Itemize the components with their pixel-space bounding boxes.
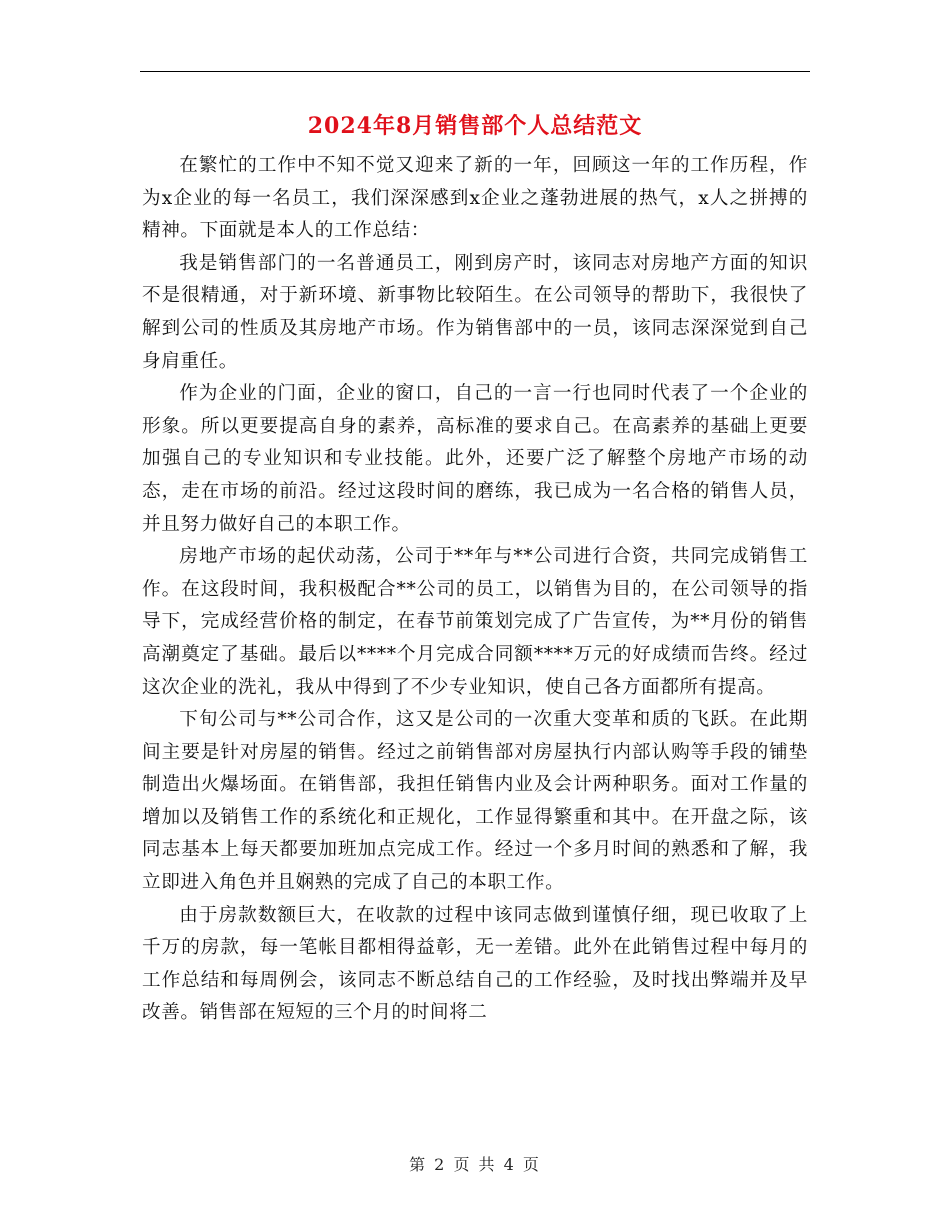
- paragraph-5: 下旬公司与**公司合作，这又是公司的一次重大变革和质的飞跃。在此期间主要是针对房屋的销售。经过之前销售部对房屋执行内部认购等手段的铺垫制造出火爆场面。在销售部，我担任销售内业及会计两种职务。面对工作量的增加以及销售工作的系统化和正规化，工作显得繁重和其中。在开盘之际，该同志基本上每天都要加班加点完成工作。经过一个多月时间的熟悉和了解，我立即进入角色并且娴熟的完成了自己的本职工作。: [142, 709, 808, 894]
- paragraph-3: 作为企业的门面，企业的窗口，自己的一言一行也同时代表了一个企业的形象。所以更要提高自身的素养，高标准的要求自己。在高素养的基础上更要加强自己的专业知识和专业技能。此外，还要广泛了解整个房地产市场的动态，走在市场的前沿。经过这段时间的磨练，我已成为一名合格的销售人员，并且努力做好自己的本职工作。: [142, 383, 808, 535]
- header-rule: [140, 71, 810, 72]
- paragraph-1: 在繁忙的工作中不知不觉又迎来了新的一年，回顾这一年的工作历程，作为x企业的每一名员工，我们深深感到x企业之蓬勃进展的热气，x人之拼搏的精神。下面就是本人的工作总结：: [142, 155, 808, 242]
- paragraph-4: 房地产市场的起伏动荡，公司于**年与**公司进行合资，共同完成销售工作。在这段时间，我积极配合**公司的员工，以销售为目的，在公司领导的指导下，完成经营价格的制定，在春节前策划完成了广告宣传，为**月份的销售高潮奠定了基础。最后以****个月完成合同额****万元的好成绩而告终。经过这次企业的洗礼，我从中得到了不少专业知识，使自己各方面都所有提高。: [142, 546, 808, 698]
- paragraph-2: 我是销售部门的一名普通员工，刚到房产时，该同志对房地产方面的知识不是很精通，对于新环境、新事物比较陌生。在公司领导的帮助下，我很快了解到公司的性质及其房地产市场。作为销售部中的一员，该同志深深觉到自己身肩重任。: [142, 252, 808, 372]
- paragraph-6: 由于房款数额巨大，在收款的过程中该同志做到谨慎仔细，现已收取了上千万的房款，每一笔帐目都相得益彰，无一差错。此外在此销售过程中每月的工作总结和每周例会，该同志不断总结自己的工作经验，及时找出弊端并及早改善。销售部在短短的三个月的时间将二: [142, 904, 808, 1024]
- document-body: [142, 150, 808, 1030]
- page-footer: 第 2 页 共 4 页: [409, 1155, 541, 1174]
- document-title: 2024年8月销售部个人总结范文: [307, 113, 643, 139]
